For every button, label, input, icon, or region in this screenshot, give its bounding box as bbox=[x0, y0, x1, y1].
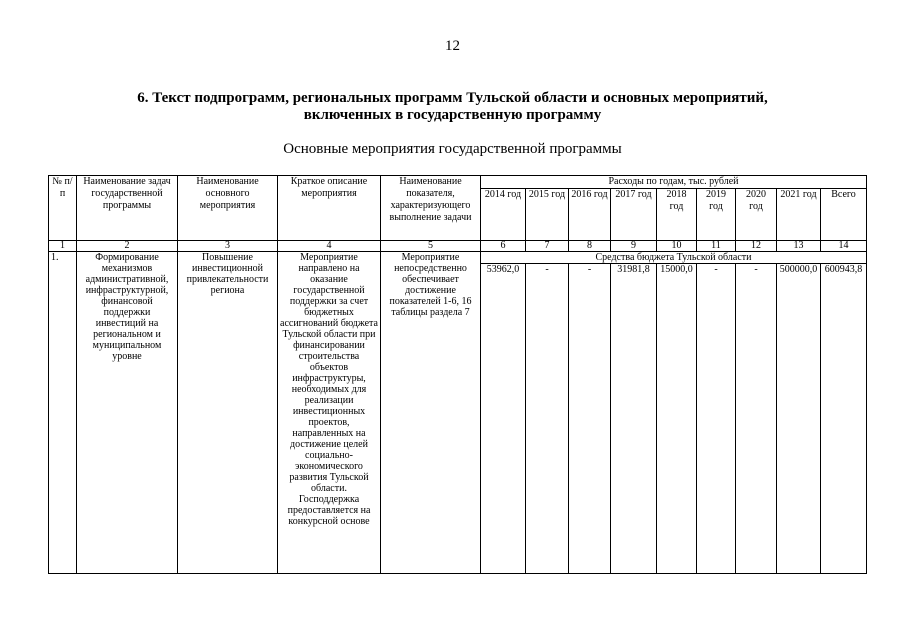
row-task: Формирование механизмов административной, инфраструктурной, финансовой поддержки инвестиций на региональном и муниципальном уровне bbox=[77, 252, 178, 574]
column-number: 6 bbox=[481, 241, 526, 252]
column-number: 13 bbox=[777, 241, 821, 252]
main-events-table bbox=[48, 175, 867, 574]
column-number: 4 bbox=[278, 241, 381, 252]
value-2017: 31981,8 bbox=[611, 264, 657, 574]
title-line-1: 6. Текст подпрограмм, региональных программ Тульской области и основных мероприятий, bbox=[137, 90, 768, 106]
row-description: Мероприятие направлено на оказание государственной поддержки за счет бюджетных ассигнований бюджета Тульской области при финансировании строительства объектов инфраструктуры, необходимых для реализации инвестиционных проектов, направленных на достижение целей социально-экономического развития Тульской области. Господдержка предоставляется на конкурсной основе bbox=[278, 252, 381, 574]
header-year-2019: 2019 год bbox=[697, 189, 736, 241]
table-row bbox=[49, 252, 867, 264]
title-line-2: включенных в государственную программу bbox=[303, 107, 602, 123]
header-year-2015: 2015 год bbox=[526, 189, 569, 241]
column-number: 7 bbox=[526, 241, 569, 252]
section-label-budget: Средства бюджета Тульской области bbox=[481, 252, 867, 264]
header-expenses-group: Расходы по годам, тыс. рублей bbox=[481, 176, 867, 189]
table-subtitle: Основные мероприятия государственной программы bbox=[283, 141, 622, 157]
column-number: 11 bbox=[697, 241, 736, 252]
header-year-2018: 2018 год bbox=[657, 189, 697, 241]
header-year-2014: 2014 год bbox=[481, 189, 526, 241]
column-number: 12 bbox=[736, 241, 777, 252]
value-2019: - bbox=[697, 264, 736, 574]
header-total: Всего bbox=[821, 189, 867, 241]
value-2016: - bbox=[569, 264, 611, 574]
header-description: Краткое описание мероприятия bbox=[278, 176, 381, 241]
header-indicator: Наименование показателя, характеризующего выполнение задачи bbox=[381, 176, 481, 241]
column-number: 1 bbox=[49, 241, 77, 252]
column-number: 3 bbox=[178, 241, 278, 252]
column-number: 5 bbox=[381, 241, 481, 252]
column-number: 14 bbox=[821, 241, 867, 252]
column-number: 8 bbox=[569, 241, 611, 252]
value-total: 600943,8 bbox=[821, 264, 867, 574]
row-main-event: Повышение инвестиционной привлекательности региона bbox=[178, 252, 278, 574]
value-2015: - bbox=[526, 264, 569, 574]
column-number-row bbox=[49, 241, 867, 252]
value-2018: 15000,0 bbox=[657, 264, 697, 574]
row-num: 1. bbox=[49, 252, 77, 574]
header-main-event: Наименование основного мероприятия bbox=[178, 176, 278, 241]
value-2021: 500000,0 bbox=[777, 264, 821, 574]
page-number: 12 bbox=[445, 38, 460, 54]
header-num: № п/п bbox=[49, 176, 77, 241]
header-task: Наименование задач государственной программы bbox=[77, 176, 178, 241]
header-year-2021: 2021 год bbox=[777, 189, 821, 241]
page-title bbox=[60, 90, 845, 124]
column-number: 2 bbox=[77, 241, 178, 252]
column-number: 10 bbox=[657, 241, 697, 252]
column-number: 9 bbox=[611, 241, 657, 252]
header-year-2016: 2016 год bbox=[569, 189, 611, 241]
value-2020: - bbox=[736, 264, 777, 574]
row-indicator: Мероприятие непосредственно обеспечивает достижение показателей 1-6, 16 таблицы раздела 7 bbox=[381, 252, 481, 574]
value-2014: 53962,0 bbox=[481, 264, 526, 574]
header-year-2017: 2017 год bbox=[611, 189, 657, 241]
header-year-2020: 2020 год bbox=[736, 189, 777, 241]
